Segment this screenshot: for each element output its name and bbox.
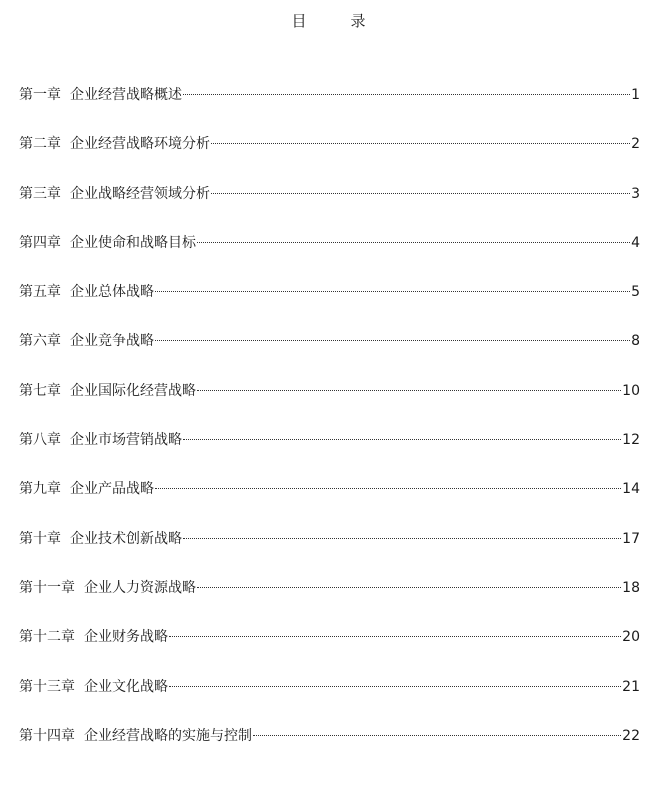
- dot-leader: [211, 143, 630, 144]
- entry-chapter: 第十二章: [19, 629, 75, 646]
- toc-entry[interactable]: [19, 524, 640, 573]
- toc-entry[interactable]: [19, 129, 640, 178]
- entry-page-number: 18: [622, 579, 640, 596]
- dot-leader: [197, 390, 621, 391]
- entry-chapter: 第二章: [19, 136, 61, 153]
- entry-title: 企业财务战略: [84, 629, 168, 646]
- entry-page-number: 17: [622, 530, 640, 547]
- entry-chapter: 第九章: [19, 481, 61, 498]
- entry-title: 企业经营战略的实施与控制: [84, 727, 252, 744]
- toc-entry[interactable]: [19, 80, 640, 129]
- dot-leader: [183, 538, 621, 539]
- entry-page-number: 5: [631, 284, 640, 301]
- toc-entry[interactable]: [19, 721, 640, 770]
- entry-page-number: 3: [631, 185, 640, 202]
- entry-title: 企业国际化经营战略: [70, 382, 196, 399]
- toc-entry[interactable]: [19, 573, 640, 622]
- entry-page-number: 21: [622, 678, 640, 695]
- toc-entry[interactable]: [19, 228, 640, 277]
- entry-title: 企业经营战略环境分析: [70, 136, 210, 153]
- entry-page-number: 8: [631, 333, 640, 350]
- toc-entry[interactable]: [19, 672, 640, 721]
- entry-page-number: 12: [622, 432, 640, 449]
- toc-heading-right: 录: [350, 12, 366, 30]
- entry-title: 企业文化战略: [84, 678, 168, 695]
- entry-chapter: 第六章: [19, 333, 61, 350]
- entry-chapter: 第十一章: [19, 579, 75, 596]
- entry-page-number: 22: [622, 727, 640, 744]
- dot-leader: [155, 340, 630, 341]
- entry-page-number: 20: [622, 629, 640, 646]
- entry-chapter: 第一章: [19, 87, 61, 103]
- dot-leader: [197, 587, 621, 588]
- toc-entry[interactable]: [19, 474, 640, 523]
- entry-chapter: 第五章: [19, 284, 61, 301]
- dot-leader: [253, 735, 621, 736]
- dot-leader: [211, 193, 630, 194]
- dot-leader: [169, 686, 621, 687]
- entry-chapter: 第十三章: [19, 678, 75, 695]
- entry-chapter: 第八章: [19, 432, 61, 449]
- toc-entry[interactable]: [19, 326, 640, 375]
- entry-title: 企业战略经营领域分析: [70, 185, 210, 202]
- entry-chapter: 第三章: [19, 185, 61, 202]
- toc-entry[interactable]: [19, 425, 640, 474]
- entry-page-number: 10: [622, 382, 640, 399]
- entry-title: 企业使命和战略目标: [70, 234, 196, 251]
- entry-title: 企业人力资源战略: [84, 579, 196, 596]
- entry-title: 企业经营战略概述: [70, 87, 182, 103]
- entry-chapter: 第七章: [19, 382, 61, 399]
- toc-heading-left: 目: [291, 12, 307, 30]
- entry-page-number: 14: [622, 481, 640, 498]
- entry-title: 企业产品战略: [70, 481, 154, 498]
- dot-leader: [183, 94, 630, 95]
- entry-chapter: 第十四章: [19, 727, 75, 744]
- dot-leader: [155, 291, 630, 292]
- toc-entry[interactable]: [19, 277, 640, 326]
- toc-heading: [0, 10, 657, 31]
- entry-chapter: 第四章: [19, 234, 61, 251]
- toc-entry[interactable]: [19, 179, 640, 228]
- dot-leader: [169, 636, 621, 637]
- entry-page-number: 1: [631, 87, 640, 103]
- dot-leader: [183, 439, 621, 440]
- toc-list: [19, 80, 640, 770]
- dot-leader: [197, 242, 630, 243]
- entry-page-number: 4: [631, 234, 640, 251]
- entry-title: 企业总体战略: [70, 284, 154, 301]
- entry-chapter: 第十章: [19, 530, 61, 547]
- toc-entry[interactable]: [19, 376, 640, 425]
- toc-entry[interactable]: [19, 622, 640, 671]
- entry-title: 企业竞争战略: [70, 333, 154, 350]
- entry-title: 企业技术创新战略: [70, 530, 182, 547]
- entry-page-number: 2: [631, 136, 640, 153]
- entry-title: 企业市场营销战略: [70, 432, 182, 449]
- dot-leader: [155, 488, 621, 489]
